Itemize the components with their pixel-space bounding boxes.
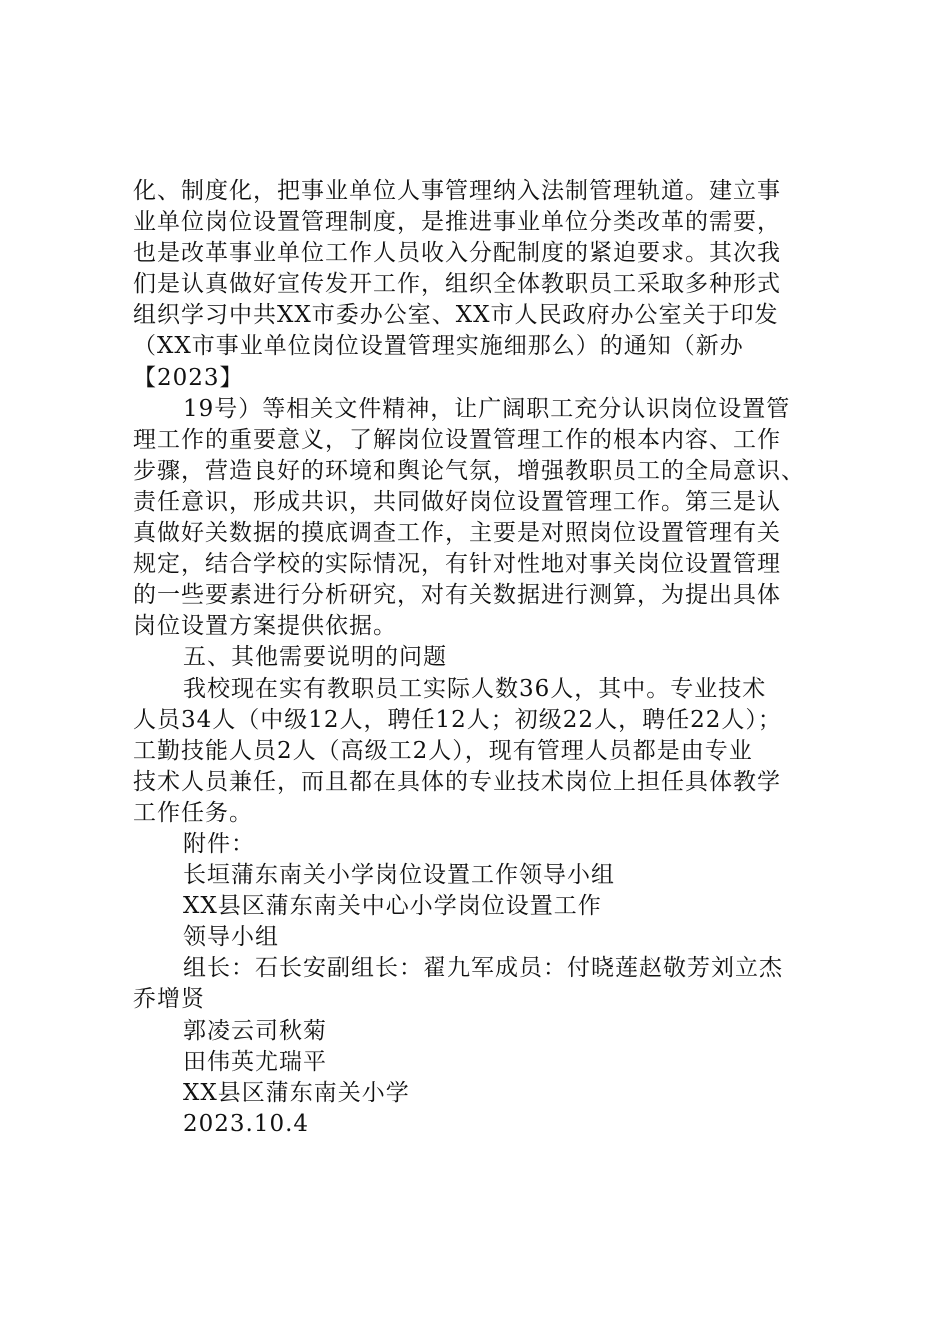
document-body (133, 176, 833, 1140)
text-line: 理工作的重要意义，了解岗位设置管理工作的根本内容、工作 (133, 426, 781, 453)
text-line: 们是认真做好宣传发开工作，组织全体教职员工采取多种形式 (133, 271, 781, 298)
text-line: 技术人员兼任，而且都在具体的专业技术岗位上担任具体教学 (133, 768, 781, 795)
text-line: 化、制度化，把事业单位人事管理纳入法制管理轨道。建立事 (133, 178, 781, 204)
group-title: 领导小组 (183, 924, 279, 951)
attachment-title: 长垣蒲东南关小学岗位设置工作领导小组 (183, 862, 615, 889)
member-list: 组长：石长安副组长：翟九军成员：付晓莲赵敬芳刘立杰 (183, 955, 783, 982)
text-line: 工勤技能人员2人（高级工2人），现有管理人员都是由专业 (133, 737, 753, 764)
text-line: 也是改革事业单位工作人员收入分配制度的紧迫要求。其次我 (133, 240, 781, 267)
text-line: 责任意识，形成共识，共同做好岗位设置管理工作。第三是认 (133, 488, 781, 515)
section-heading: 五、其他需要说明的问题 (183, 644, 447, 671)
text-line: 真做好关数据的摸底调查工作，主要是对照岗位设置管理有关 (133, 520, 781, 547)
text-line: 19号）等相关文件精神，让广阔职工充分认识岗位设置管 (183, 395, 791, 422)
text-line: 的一些要素进行分析研究，对有关数据进行测算，为提出具体 (133, 582, 781, 609)
text-line: 岗位设置方案提供依据。 (133, 613, 397, 640)
text-line: 规定，结合学校的实际情况，有针对性地对事关岗位设置管理 (133, 551, 781, 578)
text-line: 步骤，营造良好的环境和舆论气氛，增强教职员工的全局意识、 (133, 457, 805, 484)
text-line: 我校现在实有教职员工实际人数36人，其中。专业技术 (183, 675, 767, 702)
text-line: （XX市事业单位岗位设置管理实施细那么）的通知（新办 (133, 333, 744, 360)
signature-date: 2023.10.4 (183, 1110, 310, 1137)
text-line: 组织学习中共XX市委办公室、XX市人民政府办公室关于印发 (133, 302, 779, 329)
text-line: 业单位岗位设置管理制度，是推进事业单位分类改革的需要， (133, 209, 781, 236)
text-line: 【2023】 (133, 364, 244, 391)
member-list: 田伟英尤瑞平 (183, 1048, 327, 1075)
member-list: 郭凌云司秋菊 (183, 1017, 327, 1044)
attachment-label: 附件： (183, 830, 255, 857)
text-line: 工作任务。 (133, 799, 253, 826)
signature-org: XX县区蒲东南关小学 (183, 1079, 410, 1106)
group-title: XX县区蒲东南关中心小学岗位设置工作 (183, 893, 602, 920)
text-line: 人员34人（中级12人，聘任12人；初级22人，聘任22人）； (133, 706, 782, 733)
member-list: 乔增贤 (133, 986, 205, 1013)
